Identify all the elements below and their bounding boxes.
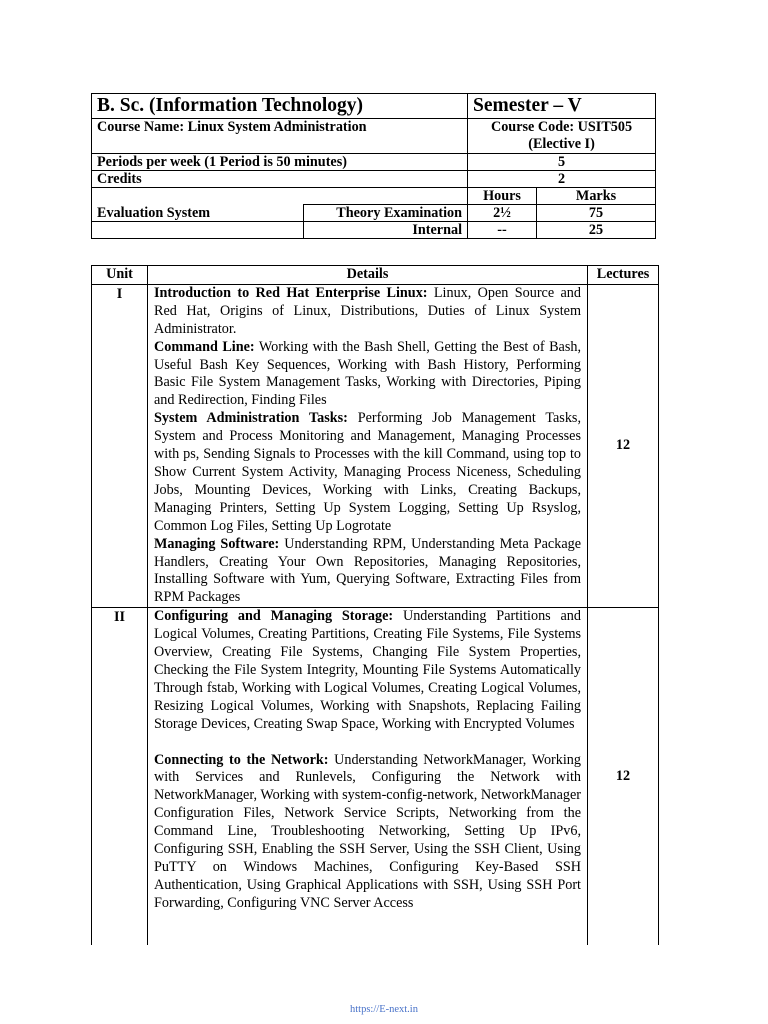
internal-hours: -- bbox=[468, 222, 537, 239]
table-row bbox=[92, 284, 659, 607]
lecture-count: 12 bbox=[588, 608, 659, 945]
topic-title: Configuring and Managing Storage: bbox=[154, 608, 394, 625]
program-title: B. Sc. (Information Technology) bbox=[92, 94, 468, 119]
topic-title: Managing Software: bbox=[154, 535, 280, 552]
topic-title: Introduction to Red Hat Enterprise Linux: bbox=[154, 284, 428, 301]
topic-text: Understanding Partitions and Logical Volumes, Creating Partitions, Creating File Systems, File Systems Overview, Creating File Systems, Changing File System Properties, Checking the File System Integrity, Mounting File Systems Automatically Through fstab, Working with Logical Volumes, Creating Logical Volumes, Resizing Logical Volumes, Working with Snapshots, Replacing Failing Storage Devices, Creating Swap Space, Working with Encrypted Volumes bbox=[154, 608, 581, 732]
lectures-column-header: Lectures bbox=[588, 266, 659, 285]
internal-label: Internal bbox=[304, 222, 468, 239]
theory-label: Theory Examination bbox=[304, 205, 468, 222]
topic-text: Understanding RPM, Understanding Meta Package Handlers, Creating Your Own Repositories, Managing Repositories, Installing Software with Yum, Querying Software, Extracting Files from RPM Packages bbox=[154, 535, 582, 606]
marks-header: Marks bbox=[537, 188, 656, 205]
hours-header: Hours bbox=[468, 188, 537, 205]
unit-details bbox=[148, 284, 588, 607]
topic-text: Working with the Bash Shell, Getting the Best of Bash, Useful Bash Key Sequences, Working with Bash History, Performing Basic File System Management Tasks, Working with Directories, Piping and Redirection, Finding Files bbox=[154, 338, 581, 409]
unit-details bbox=[148, 608, 588, 945]
credits-label: Credits bbox=[92, 171, 468, 188]
internal-marks: 25 bbox=[537, 222, 656, 239]
topic-title: Command Line: bbox=[154, 338, 255, 355]
paragraph-spacer bbox=[154, 734, 581, 752]
topic-paragraph bbox=[154, 608, 581, 733]
credits-value: 2 bbox=[468, 171, 656, 188]
periods-label: Periods per week (1 Period is 50 minutes) bbox=[92, 154, 468, 171]
topic-paragraph bbox=[154, 339, 581, 411]
periods-value: 5 bbox=[468, 154, 656, 171]
unit-column-header: Unit bbox=[92, 266, 148, 285]
unit-number: II bbox=[92, 608, 148, 945]
topic-text: Performing Job Management Tasks, System and Process Monitoring and Management, Managing Processes with ps, Sending Signals to Processes with the kill Command, using top to Show Current System Activity, Managing Process Niceness, Scheduling Jobs, Mounting Devices, Working with Links, Creating Backups, Managing Printers, Setting Up System Logging, Setting Up Rsyslog, Common Log Files, Setting Up Logrotate bbox=[154, 410, 581, 534]
course-name: Course Name: Linux System Administration bbox=[92, 119, 468, 154]
course-info-table bbox=[91, 93, 656, 239]
topic-paragraph bbox=[154, 536, 581, 608]
elective-label: (Elective I) bbox=[528, 136, 595, 152]
theory-hours: 2½ bbox=[468, 205, 537, 222]
topic-title: System Administration Tasks: bbox=[154, 410, 348, 427]
topic-paragraph bbox=[154, 410, 581, 535]
topic-text: Linux, Open Source and Red Hat, Origins of Linux, Distributions, Duties of Linux System Administrator. bbox=[154, 284, 581, 337]
topic-title: Connecting to the Network: bbox=[154, 751, 329, 768]
unit-number: I bbox=[92, 284, 148, 607]
course-code: Course Code: USIT505 bbox=[490, 119, 633, 135]
course-code-cell bbox=[468, 119, 656, 154]
details-column-header: Details bbox=[148, 266, 588, 285]
table-row bbox=[92, 608, 659, 945]
footer-link[interactable]: https://E-next.in bbox=[350, 1004, 418, 1015]
topic-text: Understanding NetworkManager, Working with Services and Runlevels, Configuring the Network with NetworkManager, Working with system-config-network, NetworkManager Configuration Files, Network Service Scripts, Networking from the Command Line, Troubleshooting Networking, Setting Up IPv6, Configuring SSH, Enabling the SSH Server, Using the SSH Client, Using PuTTY on Windows Machines, Configuring Key-Based SSH Authentication, Using Graphical Applications with SSH, Using SSH Port Forwarding, Configuring VNC Server Access bbox=[154, 751, 581, 911]
evaluation-label: Evaluation System bbox=[92, 205, 304, 222]
blank-cell bbox=[92, 222, 304, 239]
topic-paragraph bbox=[154, 285, 581, 339]
topic-paragraph bbox=[154, 752, 581, 913]
lecture-count: 12 bbox=[588, 284, 659, 607]
theory-marks: 75 bbox=[537, 205, 656, 222]
blank-cell bbox=[92, 188, 468, 205]
syllabus-units-table bbox=[91, 265, 659, 945]
semester-title: Semester – V bbox=[468, 94, 656, 119]
